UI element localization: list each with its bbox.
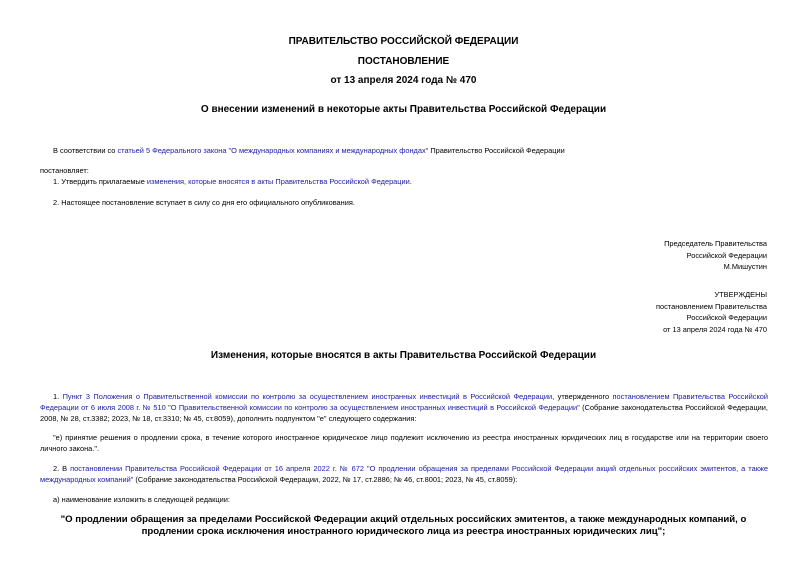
approved-date: от 13 апреля 2024 года № 470 bbox=[663, 324, 767, 334]
approved-block bbox=[656, 289, 767, 335]
approved-label: УТВЕРЖДЕНЫ bbox=[714, 290, 767, 299]
change-1-regulation-link[interactable]: Пункт 3 Положения о Правительственной комиссии по контролю за осуществлением иностранных инвестиций в Российской Федерации bbox=[62, 392, 553, 401]
change-1-text-b: (Собрание законодательства Российской Федерации, 2008, № 28, ст.3382; 2023, № 18, ст.3310; № 45, ст.8059), дополнить подпунктом "е" следующего содержания: bbox=[40, 403, 768, 423]
item-1 bbox=[53, 176, 412, 187]
document-subject: О внесении изменений в некоторые акты Правительства Российской Федерации bbox=[200, 104, 607, 115]
change-1-resolution-link[interactable]: постановлением Правительства Российской Федерации от 6 июля 2008 г. № 510 "О Правительственной комиссии по контролю за осуществлением иностранных инвестиций в Российской Федерации" bbox=[40, 392, 769, 412]
preamble-suffix: Правительство Российской Федерации bbox=[428, 146, 565, 155]
approved-by: постановлением Правительства bbox=[656, 301, 767, 311]
preamble-prefix: В соответствии со bbox=[53, 146, 118, 155]
change-2-text: (Собрание законодательства Российской Федерации, 2022, № 17, ст.2886; № 46, ст.8001; 2023, № 45, ст.8059): bbox=[133, 475, 518, 484]
change-2-a: а) наименование изложить в следующей редакции: bbox=[53, 495, 230, 504]
new-resolution-title: "О продлении обращения за пределами Российской Федерации акций отдельных российских эмитентов, а также международных компаний, о продлении срока исключения иностранного юридического лица из реестра иностранных юридических лиц"; bbox=[60, 514, 747, 537]
government-title: ПРАВИТЕЛЬСТВО РОССИЙСКОЙ ФЕДЕРАЦИИ bbox=[288, 36, 519, 47]
change-1-quote: "е) принятие решения о продлении срока, в течение которого иностранное юридическое лицо подлежит исключению из реестра иностранных юридических лиц в государстве или на территории своего личного закона.". bbox=[40, 433, 768, 453]
item-1-prefix: 1. Утвердить прилагаемые bbox=[53, 177, 147, 186]
approved-country: Российской Федерации bbox=[686, 313, 767, 322]
change-1-text-a: , утвержденного bbox=[552, 392, 613, 401]
document-type: ПОСТАНОВЛЕНИЕ bbox=[357, 56, 450, 67]
document-date-number: от 13 апреля 2024 года № 470 bbox=[330, 75, 477, 86]
preamble bbox=[53, 145, 565, 156]
item-1-suffix: . bbox=[409, 177, 412, 186]
preamble-law-link[interactable]: статьей 5 Федерального закона "О международных компаниях и международных фондах" bbox=[117, 146, 429, 155]
item-2: 2. Настоящее постановление вступает в силу со дня его официального опубликования. bbox=[53, 198, 355, 207]
signature-position: Председатель Правительства bbox=[664, 239, 767, 248]
change-1-number: 1. bbox=[53, 392, 63, 401]
change-2 bbox=[40, 463, 768, 485]
signature-name: М.Мишустин bbox=[723, 262, 767, 271]
change-2-number: 2. В bbox=[53, 464, 71, 473]
item-1-changes-link[interactable]: изменения, которые вносятся в акты Правительства Российской Федерации bbox=[146, 177, 410, 186]
change-1 bbox=[40, 391, 768, 424]
preamble-decides: постановляет: bbox=[40, 166, 89, 175]
change-2-resolution-link[interactable]: постановлении Правительства Российской Федерации от 16 апреля 2022 г. № 672 "О продлении обращения за пределами Российской Федерации акций отдельных российских эмитентов, а также международных компаний" bbox=[40, 464, 768, 484]
changes-title: Изменения, которые вносятся в акты Правительства Российской Федерации bbox=[210, 350, 597, 361]
signature-country: Российской Федерации bbox=[686, 250, 767, 260]
signature-block bbox=[664, 238, 767, 273]
